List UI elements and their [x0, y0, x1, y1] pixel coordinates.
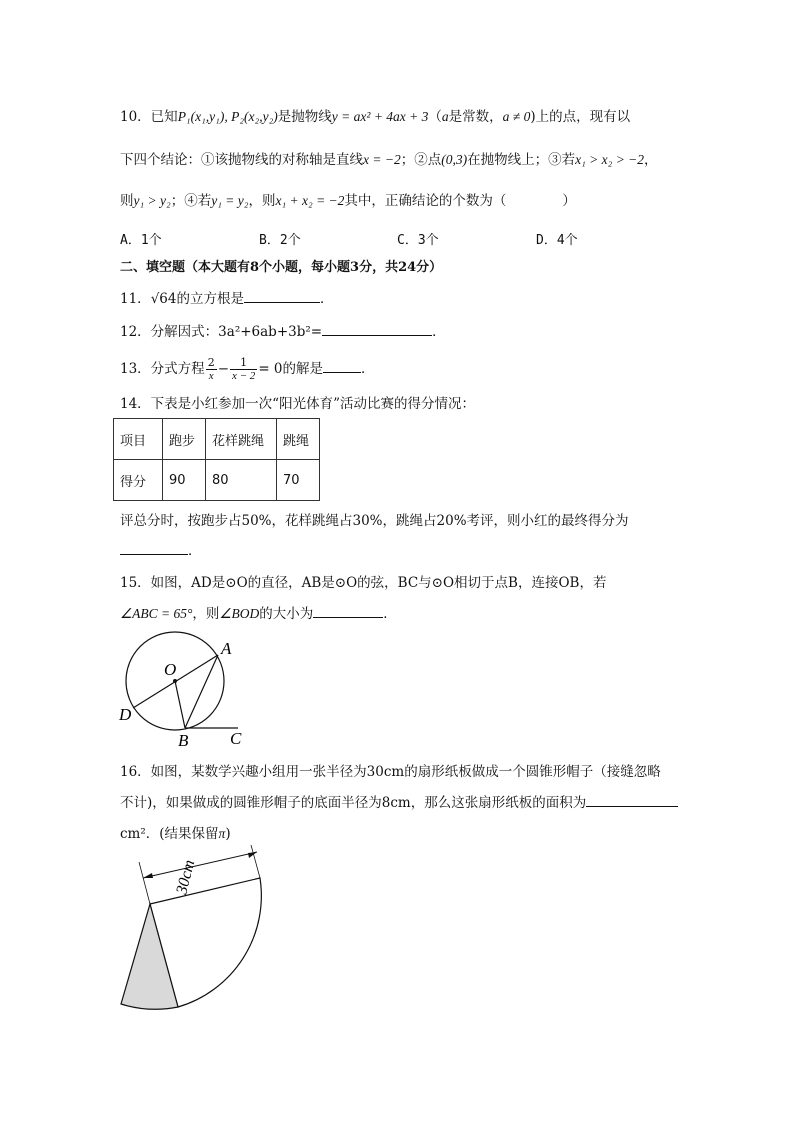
- q15-blank: [313, 605, 383, 618]
- section-heading: 二、填空题（本大题有8个小题，每小题3分，共24分）: [120, 260, 443, 275]
- q10-equation: y₁ = y₂: [211, 193, 249, 208]
- table-cell: 花样跳绳: [206, 419, 277, 460]
- q12-end: ．: [432, 324, 446, 340]
- q10-text: 是常数，: [448, 109, 503, 125]
- q10-point: (0,3): [441, 152, 468, 167]
- q10-option-b: B．2个: [259, 233, 301, 248]
- q10-text: 则: [120, 193, 134, 209]
- q13-f1-denominator: x: [208, 370, 214, 382]
- q13-f1-numerator: 2: [207, 356, 215, 369]
- q10-text: ；④若: [170, 193, 212, 209]
- q10-points: P₁(x₁,y₁), P₂(x₂,y₂): [177, 109, 278, 124]
- q15-line2: [120, 605, 397, 623]
- q10-text: ，: [644, 152, 658, 168]
- q12-line: [120, 323, 446, 341]
- table-row: [114, 419, 320, 460]
- q15-angle-bod: ∠BOD: [219, 606, 260, 621]
- q10-option-d: D．4个: [536, 233, 578, 248]
- q16-text: ): [225, 826, 231, 842]
- q15-angle-abc: ∠ABC = 65°: [120, 606, 193, 621]
- q10-text: 其中，正确结论的个数为（: [344, 193, 507, 209]
- q10-line2: [120, 151, 658, 169]
- q10-text: （: [428, 109, 442, 125]
- q16-pi: π: [218, 826, 226, 841]
- q13-blank: [323, 360, 361, 373]
- q10-text: 是抛物线: [277, 109, 332, 125]
- q13-end: ．: [361, 361, 375, 377]
- q10-text: ）: [562, 193, 576, 209]
- table-cell: 70: [277, 460, 320, 501]
- q16-text: cm²．(结果保留: [120, 826, 219, 842]
- table-cell: 得分: [114, 460, 163, 501]
- q16-sector-figure: [110, 842, 280, 1014]
- q10-inequality: y₁ > y₂: [133, 193, 171, 208]
- q10-text: 在抛物线上；③若: [467, 152, 576, 168]
- table-cell: 跑步: [163, 419, 206, 460]
- label-a: A: [221, 639, 232, 658]
- q11-text: 的立方根是: [176, 291, 244, 307]
- q10-option-a: A．1个: [120, 233, 162, 248]
- segment-ob: [175, 681, 185, 728]
- q14-after: 评总分时，按跑步占50%，花样跳绳占30%，跳绳占20%考评，则小红的最终得分为: [120, 513, 629, 529]
- q16-line3: [120, 825, 231, 843]
- table-row: [114, 460, 320, 501]
- q14-answer-line: [120, 542, 202, 560]
- q15-text: 的大小为: [259, 606, 314, 622]
- q10-text: )上的点，现有以: [530, 109, 631, 125]
- q14-score-table: [113, 418, 320, 501]
- q13-fraction-2: [230, 356, 257, 383]
- q15-line1: 15．如图，AD是⊙O的直径，AB是⊙O的弦，BC与⊙O相切于点B，连接OB，若: [120, 575, 607, 591]
- q10-line1: [120, 108, 630, 126]
- q11-end: ．: [319, 291, 334, 307]
- q10-text: ，则: [248, 193, 276, 209]
- q11-radical: √64: [150, 291, 177, 307]
- q13-text: 的解是: [282, 361, 324, 377]
- shaded-wedge: [121, 904, 178, 1009]
- q13-f2-denominator: x − 2: [232, 370, 256, 382]
- q14-blank: [120, 542, 188, 555]
- q13-minus: −: [217, 361, 229, 377]
- q16-blank: [586, 794, 678, 807]
- table-cell: 跳绳: [277, 419, 320, 460]
- table-cell: 项目: [114, 419, 163, 460]
- center-dot: [173, 679, 177, 683]
- q12-blank: [322, 323, 432, 336]
- q15-circle-figure: [110, 630, 260, 752]
- q10-equation: x₁ + x₂ = −2: [275, 193, 345, 208]
- q13-line: [120, 354, 375, 384]
- q13-equals: = 0: [258, 361, 283, 377]
- q10-condition: a ≠ 0: [502, 109, 531, 124]
- q10-option-c: C．3个: [397, 233, 439, 248]
- q10-var: a: [441, 109, 449, 124]
- q10-axis-eq: x = −2: [363, 152, 401, 167]
- table-cell: 80: [206, 460, 277, 501]
- q10-text: ；②点: [400, 152, 442, 168]
- q11-number: 11．: [120, 291, 151, 307]
- q11-line: [120, 290, 333, 308]
- dimension-line: [143, 852, 257, 878]
- arrowhead-right: [248, 852, 257, 858]
- q14-intro: 14．下表是小红参加一次“阳光体育”活动比赛的得分情况：: [120, 396, 475, 412]
- q13-fraction-1: [206, 356, 217, 383]
- q10-line3: [120, 192, 576, 210]
- q15-text: ，则: [192, 606, 220, 622]
- label-b: B: [178, 731, 189, 750]
- q10-text: 10．已知: [120, 109, 178, 125]
- arrowhead-left: [143, 873, 153, 878]
- q15-end: ．: [383, 606, 397, 622]
- q13-f2-numerator: 1: [230, 356, 257, 370]
- label-d: D: [119, 705, 132, 724]
- label-o: O: [164, 660, 177, 679]
- dimension-label: 30cm: [173, 858, 199, 896]
- extension-line-1: [139, 862, 150, 904]
- q14-end: ．: [188, 543, 202, 559]
- q12-text: 12．分解因式：3a²+6ab+3b²=: [120, 324, 323, 340]
- q10-text: 下四个结论：①该抛物线的对称轴是直线: [120, 152, 363, 168]
- q13-text: 13．分式方程: [120, 361, 205, 377]
- q16-line2: [120, 794, 678, 812]
- extension-line-2: [251, 845, 260, 878]
- q16-text: 不计)，如果做成的圆锥形帽子的底面半径为8cm，那么这张扇形纸板的面积为: [120, 795, 587, 811]
- q10-equation: y = ax² + 4ax + 3: [331, 109, 429, 124]
- label-c: C: [230, 729, 242, 748]
- table-cell: 90: [163, 460, 206, 501]
- q11-blank: [244, 290, 320, 303]
- q10-inequality: x₁ > x₂ > −2: [575, 152, 645, 167]
- q16-line1: 16．如图，某数学兴趣小组用一张半径为30cm的扇形纸板做成一个圆锥形帽子（接缝忽略: [120, 764, 661, 780]
